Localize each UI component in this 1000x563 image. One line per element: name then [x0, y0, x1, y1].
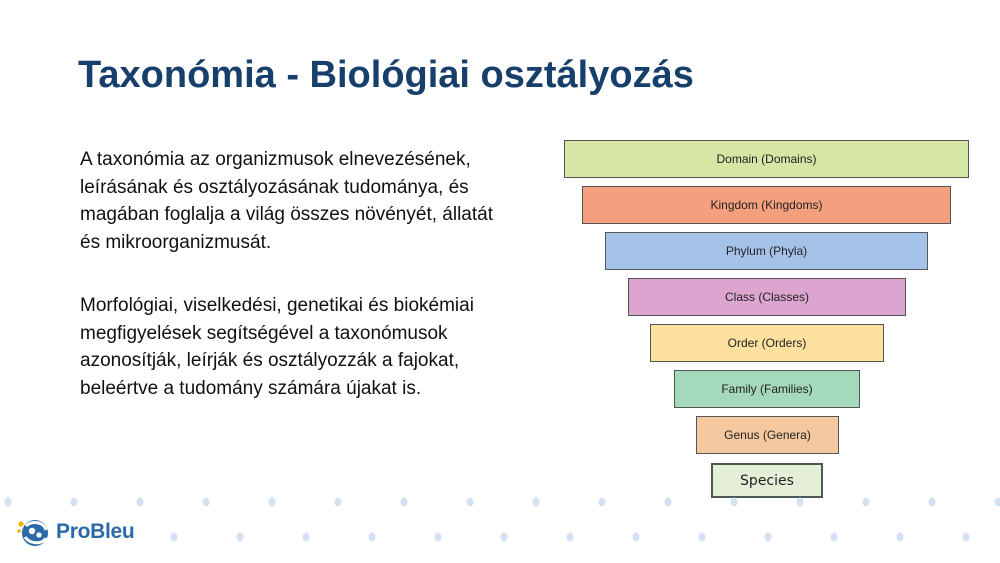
level-species: Species	[711, 463, 823, 498]
decorative-dot	[929, 498, 936, 507]
decorative-dot	[335, 498, 342, 507]
decorative-dot	[303, 533, 310, 542]
level-genus: Genus (Genera)	[696, 416, 839, 454]
level-family: Family (Families)	[674, 370, 860, 408]
decorative-dot	[797, 498, 804, 507]
decorative-dot	[765, 533, 772, 542]
decorative-dot	[369, 533, 376, 542]
decorative-dot	[699, 533, 706, 542]
intro-paragraph: A taxonómia az organizmusok elnevezésének, leírásának és osztályozásának tudománya, és magában foglalja a világ összes növényét, állatát és mikroorganizmusát.	[80, 149, 493, 253]
decorative-dot	[467, 498, 474, 507]
decorative-dot	[599, 498, 606, 507]
decorative-dot	[897, 533, 904, 542]
decorative-dot	[237, 533, 244, 542]
decorative-dot	[567, 533, 574, 542]
decorative-dot	[863, 498, 870, 507]
decorative-dot	[963, 533, 970, 542]
probleu-logo-text: ProBleu	[56, 520, 135, 543]
decorative-dot	[831, 533, 838, 542]
level-order: Order (Orders)	[650, 324, 884, 362]
page-title: Taxonómia - Biológiai osztályozás	[78, 54, 694, 96]
decorative-dot	[171, 533, 178, 542]
probleu-logo	[16, 512, 156, 552]
level-kingdom: Kingdom (Kingdoms)	[582, 186, 951, 224]
decorative-dot	[435, 533, 442, 542]
decorative-dot	[5, 498, 12, 507]
probleu-logo-icon	[16, 514, 52, 550]
decorative-dot	[71, 498, 78, 507]
level-phylum: Phylum (Phyla)	[605, 232, 928, 270]
decorative-dot	[501, 533, 508, 542]
decorative-dot	[269, 498, 276, 507]
level-class: Class (Classes)	[628, 278, 906, 316]
decorative-dot	[731, 498, 738, 507]
methods-paragraph: Morfológiai, viselkedési, genetikai és biokémiai megfigyelések segítségével a taxonómusok azonosítják, leírják és osztályozzák a fajokat, beleértve a tudomány számára újakat is.	[80, 295, 474, 399]
decorative-dot	[203, 498, 210, 507]
level-domain: Domain (Domains)	[564, 140, 969, 178]
decorative-dot	[533, 498, 540, 507]
decorative-dot	[665, 498, 672, 507]
decorative-dot	[633, 533, 640, 542]
decorative-dot	[401, 498, 408, 507]
decorative-dot	[137, 498, 144, 507]
decorative-dot	[995, 498, 1000, 507]
